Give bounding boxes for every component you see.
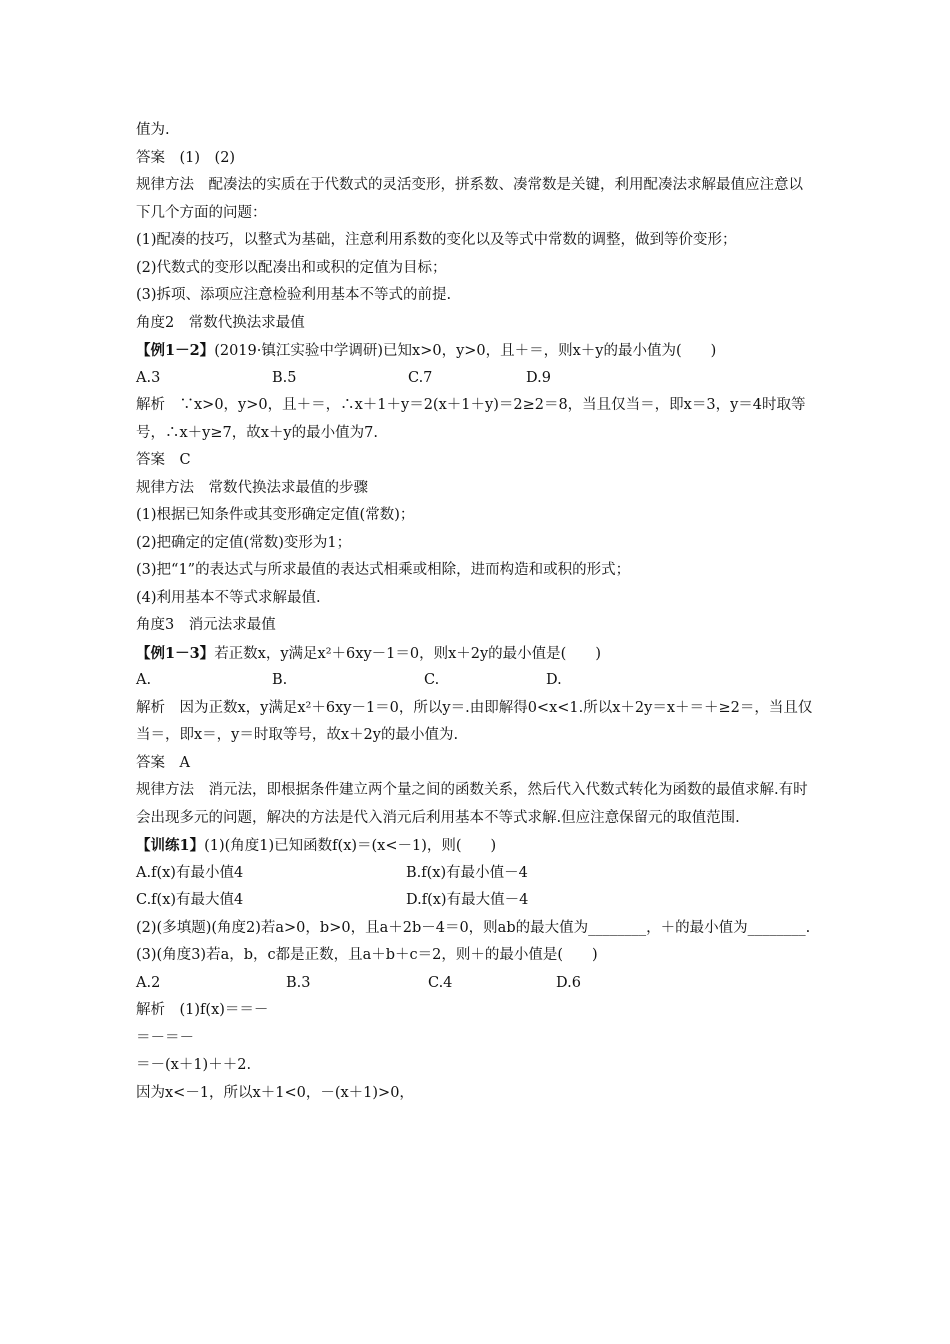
option-a: A.2: [136, 974, 161, 991]
example-1-2-options: [136, 365, 816, 393]
solution-line: 因为x<－1，所以x＋1<0，－(x＋1)>0，: [136, 1084, 414, 1101]
method-point-2: (2)代数式的变形以配凑出和或积的定值为目标；: [136, 259, 447, 276]
example-1-3-question: [136, 640, 816, 668]
method-heading: 规律方法 常数代换法求最值的步骤: [136, 479, 368, 496]
example-1-3-options: [136, 667, 816, 695]
solution-line: ＝－(x＋1)＋＋2.: [136, 1057, 252, 1073]
step-3: (3)把“1”的表达式与所求最值的表达式相乘或相除，进而构造和或积的形式；: [136, 562, 631, 578]
training-1-options-row-2: [136, 887, 816, 915]
example-tag: 【例1－3】: [136, 644, 215, 662]
option-b: B.3: [286, 974, 311, 991]
solution-line: ＝－＝－: [136, 1029, 194, 1046]
training-1-part-2: (2)(多填题)(角度2)若a>0，b>0，且a＋2b－4＝0，则ab的最大值为________，＋的最小值为________.: [136, 919, 811, 936]
option-a: A.3: [136, 369, 161, 386]
example-text: 若正数x，y满足x²＋6xy－1＝0，则x＋2y的最小值是( ): [214, 645, 601, 662]
answer-line: 答案 A: [136, 754, 190, 771]
document-page: [136, 117, 816, 1107]
training-1-part-3: (3)(角度3)若a，b，c都是正数，且a＋b＋c＝2，则＋的最小值是( ): [136, 947, 598, 963]
step-2: (2)把确定的定值(常数)变形为1；: [136, 534, 352, 551]
solution-paragraph: 解析 ∵x>0，y>0，且＋＝，∴x＋1＋y＝2(x＋1＋y)＝2≥2＝8，当且仅当＝，即x＝3，y＝4时取等号，∴x＋y≥7，故x＋y的最小值为7.: [136, 397, 806, 441]
option-d: D.6: [556, 974, 581, 991]
option-a: A.f(x)有最小值4: [136, 864, 244, 881]
section-heading-angle-3: 角度3 消元法求最值: [136, 617, 276, 633]
option-a: A.: [136, 672, 152, 688]
method-paragraph: 规律方法 配凑法的实质在于代数式的灵活变形，拼系数、凑常数是关键，利用配凑法求解最值应注意以下几个方面的问题：: [136, 177, 803, 221]
answer-line: 答案 C: [136, 452, 191, 468]
example-1-2-question: [136, 337, 816, 365]
option-c: C.7: [408, 369, 433, 386]
training-tag: 【训练1】: [136, 837, 205, 854]
training-1-question: [136, 832, 816, 860]
training-text: (1)(角度1)已知函数f(x)＝(x<－1)，则( ): [204, 838, 497, 854]
step-1: (1)根据已知条件或其变形确定定值(常数)；: [136, 507, 415, 523]
option-c: C.: [424, 672, 440, 688]
step-4: (4)利用基本不等式求解最值.: [136, 589, 321, 606]
answer-line: 答案 (1) (2): [136, 149, 236, 166]
method-point-1: (1)配凑的技巧，以整式为基础，注意利用系数的变化以及等式中常数的调整，做到等价变形；: [136, 232, 737, 248]
method-point-3: (3)拆项、添项应注意检验利用基本不等式的前提.: [136, 287, 452, 303]
option-c: C.f(x)有最大值4: [136, 892, 244, 908]
option-d: D.: [546, 672, 562, 688]
option-b: B.f(x)有最小值－4: [406, 864, 528, 881]
option-d: D.9: [526, 369, 551, 386]
method-paragraph: 规律方法 消元法，即根据条件建立两个量之间的函数关系，然后代入代数式转化为函数的最值求解.有时会出现多元的问题，解决的方法是代入消元后利用基本不等式求解.但应注意保留元的取值范围.: [136, 782, 808, 826]
example-text: (2019·镇江实验中学调研)已知x>0，y>0，且＋＝，则x＋y的最小值为( ): [214, 343, 717, 359]
example-tag: 【例1－2】: [136, 342, 215, 359]
option-b: B.5: [272, 369, 297, 386]
option-b: B.: [272, 672, 288, 688]
solution-line: 解析 (1)f(x)＝＝－: [136, 1002, 269, 1018]
text-line: 值为.: [136, 122, 170, 138]
option-d: D.f(x)有最大值－4: [406, 892, 529, 908]
option-c: C.4: [428, 974, 453, 991]
section-heading-angle-2: 角度2 常数代换法求最值: [136, 314, 305, 331]
training-1-part-3-options: [136, 970, 816, 998]
solution-paragraph: 解析 因为正数x，y满足x²＋6xy－1＝0，所以y＝.由即解得0<x<1.所以x＋2y＝x＋＝＋≥2＝，当且仅当＝，即x＝，y＝时取等号，故x＋2y的最小值为.: [136, 699, 813, 743]
training-1-options-row-1: [136, 860, 816, 888]
